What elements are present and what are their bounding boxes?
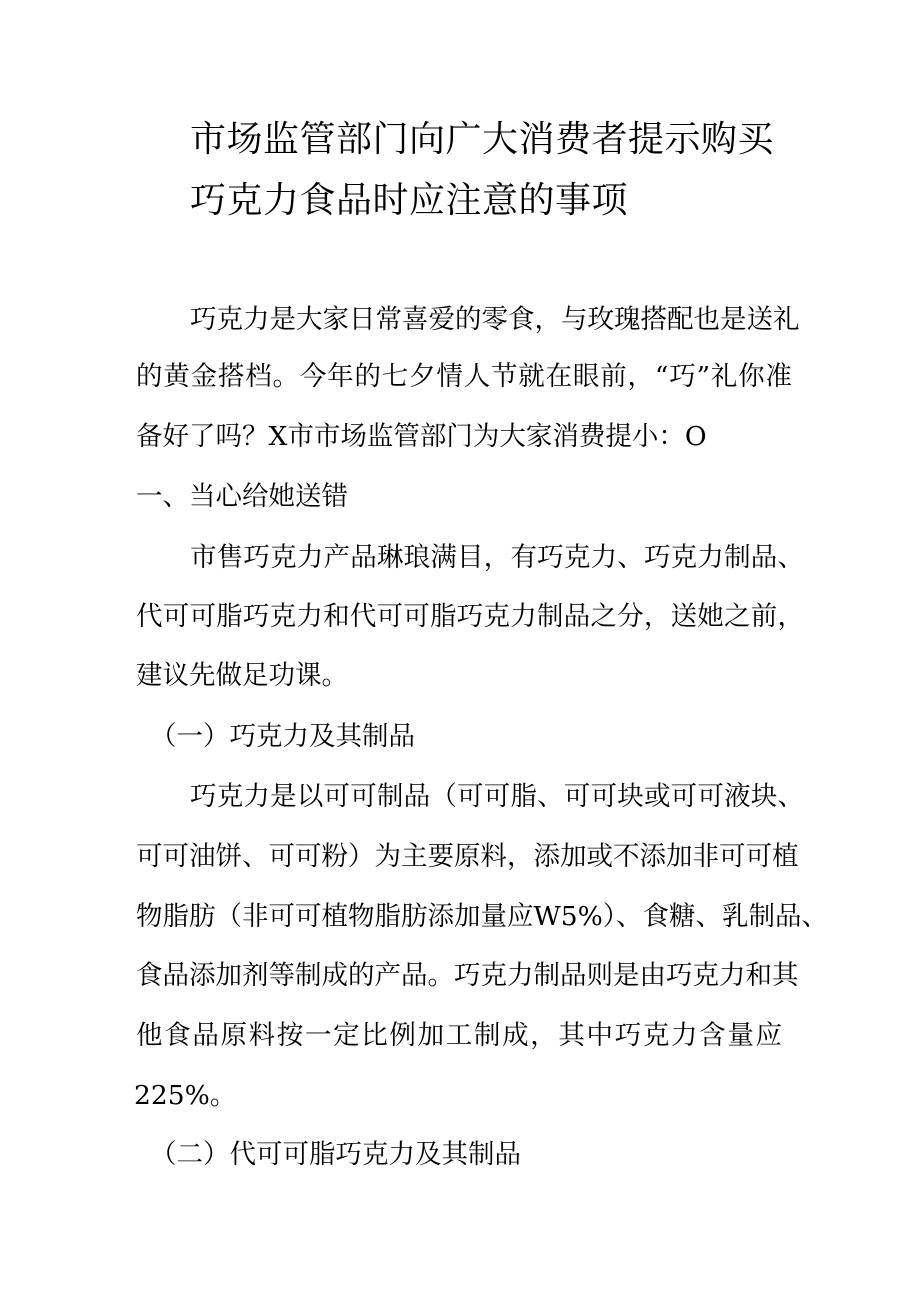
sub1-para-line-6: 225%。 xyxy=(134,1080,237,1111)
title-line-2: 巧克力食品时应注意的事项 xyxy=(190,180,629,221)
intro-line-3: 备好了吗？X市市场监管部门为大家消费提小：O xyxy=(136,421,707,452)
intro-line-1: 巧克力是大家日常喜爱的零食，与玫瑰搭配也是送礼 xyxy=(190,304,800,335)
intro-line-2: 的黄金搭档。今年的七夕情人节就在眼前，“巧”礼你准 xyxy=(136,361,792,392)
subsection-heading-2: （二）代可可脂巧克力及其制品 xyxy=(150,1139,521,1170)
sub1-para-line-2: 可可油饼、可可粉）为主要原料，添加或不添加非可可植 xyxy=(136,841,799,872)
section-heading-1: 一、当心给她送错 xyxy=(136,481,348,512)
section1-para-line-1: 市售巧克力产品琳琅满目，有巧克力、巧克力制品、 xyxy=(190,542,804,573)
section1-para-line-2: 代可可脂巧克力和代可可脂巧克力制品之分，送她之前， xyxy=(136,601,804,632)
subsection-heading-1: （一）巧克力及其制品 xyxy=(150,721,415,752)
sub1-para-line-1: 巧克力是以可可制品（可可脂、可可块或可可液块、 xyxy=(190,781,804,812)
sub1-para-line-5: 他食品原料按一定比例加工制成，其中巧克力含量应 xyxy=(136,1020,782,1051)
section1-para-line-3: 建议先做足功课。 xyxy=(136,660,348,691)
sub1-para-line-4: 食品添加剂等制成的产品。巧克力制品则是由巧克力和其 xyxy=(136,960,799,991)
sub1-para-line-3: 物脂肪（非可可植物脂肪添加量应W5%）、食糖、乳制品、 xyxy=(136,901,829,932)
title-line-1: 市场监管部门向广大消费者提示购买 xyxy=(190,119,775,160)
